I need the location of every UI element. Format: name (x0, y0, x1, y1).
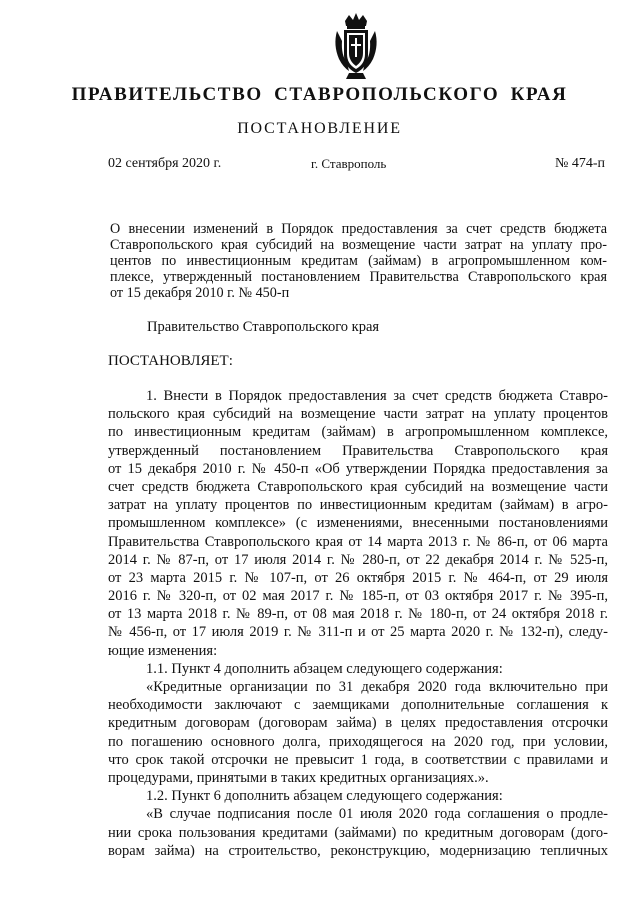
body-line: 1. Внести в Порядок предоставления за счет средств бюджета Ставро- (146, 388, 608, 404)
body-line: от 13 марта 2018 г. № 89-п, от 08 мая 2018 г. № 180-п, от 24 октября 2018 г. (108, 606, 608, 623)
body-line: кредитным договорам (договорам займа) в целях предоставления отсрочки (108, 715, 608, 732)
body-line: необходимости заключают с заемщиками дополнительные соглашения к (108, 697, 608, 714)
document-number: № 474-п (554, 156, 605, 171)
subject-line: центов по инвестиционным кредитам (займам) в агропромышленном ком- (110, 253, 607, 269)
document-body (108, 387, 608, 860)
subject-line: Ставропольского края субсидий на возмещение части затрат на уплату про- (110, 237, 607, 253)
body-line: по погашению основного долга, приходящегося на 2020 год, при условии, (108, 733, 608, 750)
resolves-heading: ПОСТАНОВЛЯЕТ: (108, 353, 233, 369)
subject-line: от 15 декабря 2010 г. № 450-п (110, 285, 290, 301)
body-line: польского края субсидий на возмещение части затрат на уплату процентов (108, 406, 608, 423)
body-line: нии срока пользования кредитами (займами) по кредитным договорам (дого- (108, 824, 608, 841)
body-line: ющие изменения: (108, 642, 218, 659)
subject-line: О внесении изменений в Порядок предоставления за счет средств бюджета (110, 221, 607, 237)
subject-line: плексе, утвержденный постановлением Правительства Ставропольского края (110, 269, 607, 285)
body-line: от 15 декабря 2010 г. № 450-п «Об утверждении Порядка предоставления за (108, 460, 608, 477)
body-line: промышленном комплексе» (с изменениями, внесенными постановлениями (108, 515, 608, 532)
government-title: ПРАВИТЕЛЬСТВО СТАВРОПОЛЬСКОГО КРАЯ (71, 84, 568, 105)
body-line: затрат на уплату процентов по инвестиционным кредитам (займам) в агро- (108, 497, 608, 514)
body-line: № 456-п, от 17 июля 2019 г. № 311-п и от 25 марта 2020 г. № 132-п), следу- (108, 624, 608, 641)
coat-of-arms-icon (331, 11, 381, 81)
document-date: 02 сентября 2020 г. (108, 156, 222, 171)
body-line: 2016 г. № 320-п, от 02 мая 2017 г. № 185-п, от 03 октября 2017 г. № 395-п, (108, 588, 608, 605)
body-line: «В случае подписания после 01 июля 2020 года соглашения о продле- (146, 806, 608, 823)
body-line: по инвестиционным кредитам (займам) в агропромышленном комплексе, (108, 424, 608, 441)
body-line: 2014 г. № 87-п, от 17 июля 2014 г. № 280-п, от 22 декабря 2014 г. № 525-п, (108, 551, 608, 568)
body-line: что срок такой отсрочки не превысит 1 года, в соответствии с правилами и (108, 751, 608, 768)
document-city: г. Ставрополь (311, 156, 387, 171)
body-line: 1.1. Пункт 4 дополнить абзацем следующего содержания: (146, 660, 503, 677)
body-line: от 23 марта 2015 г. № 107-п, от 26 октября 2015 г. № 464-п, от 29 июля (108, 569, 608, 586)
body-line: 1.2. Пункт 6 дополнить абзацем следующего содержания: (146, 788, 503, 805)
body-line: счет средств бюджета Ставропольского края субсидий на возмещение части (108, 478, 608, 495)
body-line: утвержденный постановлением Правительства Ставропольского края (108, 442, 608, 459)
body-line: Правительства Ставропольского края от 14 марта 2013 г. № 86-п, от 06 марта (108, 533, 608, 550)
body-line: «Кредитные организации по 31 декабря 2020 года включительно при (146, 679, 608, 695)
body-line: процедурами, принятыми в таких кредитных организациях.». (108, 769, 489, 786)
body-line: ворам займа) на строительство, реконструкцию, модернизацию тепличных (108, 842, 608, 859)
issuing-authority: Правительство Ставропольского края (147, 319, 380, 335)
document-type: ПОСТАНОВЛЕНИЕ (237, 120, 402, 137)
document-subject (110, 221, 607, 301)
